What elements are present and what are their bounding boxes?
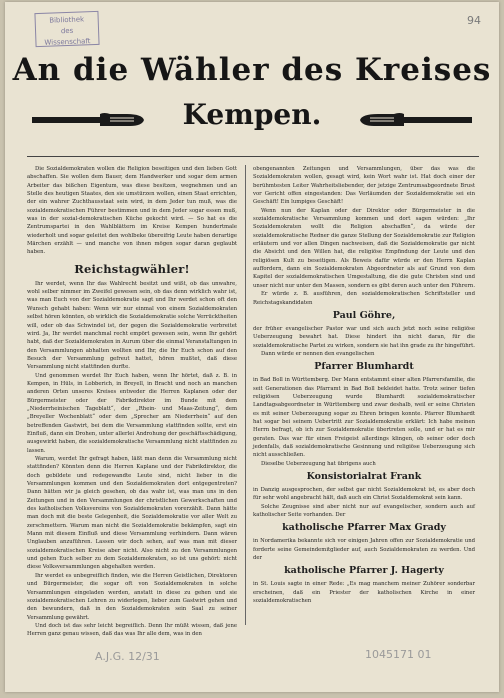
person-name-hagerty: katholische Pfarrer J. Hagerty — [284, 565, 444, 577]
document-sheet — [5, 2, 499, 692]
handwritten-number: 94 — [467, 14, 481, 27]
header-divider — [27, 156, 479, 157]
right-paragraph: in Bad Boll in Württemberg. Der Mann entstammt einer alten Pfarrersfamilie, die seit Generationen das Pfarramt in Bad Boll bekleidet hatte. Trotz seiner tiefen religiösen Ueberzeugung wurde Blumhardt sozialdemokratischer Landtagsabgeordneter in Württemberg und zwar deshalb, weil er seine Christen es mit seiner Ueberzeugung sogar zu Ehren bringen konnte. Pfarrer Blumhardt hat sogar bei seinem Uebertritt zur Sozialdemokratie erklärt: Ich habe meinen Herrn befragt, ob ich zur Sozialdemokratie übertreten solle, und er hat es mir geraten. Das war für einen Freigeist allerdings klingen, ob seiner oder doch jedenfalls, daß sozialdemokratische Gesinnung und religiöse Ueberzeugung sich nicht ausschließen. — [253, 377, 475, 459]
column-divider — [245, 165, 246, 625]
right-paragraph: in St. Louis sagte in einer Rede: „Es mag manchem meiner Zuhörer sonderbar erscheinen, daß ein Priester der katholischen Kirche in einer sozialdemokratischen — [253, 581, 475, 605]
left-column — [27, 165, 237, 639]
person-name-blumhardt: Pfarrer Blumhardt — [314, 361, 414, 373]
subtitle-row — [5, 98, 499, 142]
section-heading: Reichstagwähler! — [74, 261, 190, 276]
left-paragraph: Warum, werdet Ihr gefragt haben, läßt man denn die Versammlung nicht stattfinden? Könnten denn die Herren Kaplane und der Fabrikdirektor, die doch gebildete und redegewandte Leute sind, nicht lieber in die Versammlungen kommen und den Sozialdemokraten dort entgegentreten? Dann hätten wir ja gleich gesehen, ob das wahr ist, was man uns in den Zeitungen und in den Versammlungen der christlichen Gewerkschaften und des katholischen Volksvereins von Sozialdemokraten vorerzählt. Dann hätte man doch mit die beste Gelegenheit, die Sozialdemokratie vor aller Welt zu zerschmettern. Warum man nicht die Sozialdemokratie bekämpfen, sagt ein Mann mit diesem Einfluß und diese Versammlung verhindern. Dann wären Unglauben anzuführen. Lassen wir doch sehen, auf was man mit dieser sozialdemokratischen Kreise aber nicht. Also nicht zu den Versammlungen und gehen Euch selber zu dem Sozialdemokraten, so ist uns gehört: nicht diese Volksversammlungen abgehalten werden. — [27, 456, 237, 571]
right-paragraph: der früher evangelischer Pastor war und sich auch jetzt noch seine religiöse Ueberzeugung bewahrt hat. Diese hindert ihn nicht daran, für die sozialdemokratische Partei zu wirken, sondern sie hat ihn grade zu ihr hingeführt. — [253, 325, 475, 349]
bottom-margin — [5, 644, 499, 684]
right-column — [253, 165, 475, 605]
right-paragraph: Er würde z. B. ausführen, den sozialdemokratischen Schriftsteller und Reichstagskandidaten — [253, 291, 475, 306]
stamp-line2: des — [60, 26, 74, 36]
left-paragraph: Ihr werdet, wenn Ihr das Wahlrecht besitzt und wißt, ob das unwahre, wohl selber nimmer im Zweifel gewesen sein, ob das denn wirklich wahr ist, was man Euch von der Sozialdemokratie sagt und Ihr werdet schon oft den Wunsch gehabt haben: Wenn wir nur einmal von einem Sozialdemokraten selbst hören könnten, ob wirklich die Sozialdemokratie solche Verrücktheiten will, oder ob das Schwindel ist, der gegen die Sozialdemokratie verbreitet wird. Ja, Ihr werdet manchmal recht empört gewesen sein, wenn Ihr gehört habt, daß der Sozialdemokraten in Aurum über die einmal Veranstaltungen in den Versammlungen abhalten wollten und Ihr, die Ihr Euch schon auf den Besuch der Versammlung gefreut hattet, hören mußtet, daß diese Versammlung nicht stattfinden durfte. — [27, 280, 237, 371]
stamp-line1: Bibliothek — [49, 15, 85, 25]
right-paragraph: Dann würde er nennen den evangelischen — [261, 350, 375, 357]
page-title: An die Wähler des Kreises — [12, 52, 492, 88]
pointing-hand-left-icon — [354, 110, 474, 130]
person-name-frank: Konsistorialrat Frank — [306, 471, 422, 482]
stamp-line3: Wissenschaft — [44, 37, 91, 47]
library-stamp — [34, 11, 99, 47]
left-paragraph: Die Sozialdemokraten wollen die Religion beseitigen und den lieben Gott abschaffen. Sie wollen dem Bauer, dem Handwerker und sogar dem armen Arbeiter das bißchen Eigentum, was diese besitzen, wegnehmen und an Stelle des heutigen Staates, den sie umstürzen wollen, einen Staat errichten, der ein wahrer Zuchthausstaat sein wird, in dem Jeder tun muß, was die sozialdemokratischen Führer bestimmen und in dem Jeder sogar essen muß, was in der sozial-demokratischen Küche gekocht wird. — So hat es die Zentrumspartei in den Wahlblättern im Kreise Kempen hundertmale wiederholt und sogar geleitet den wohlbeke übereifrig Leute haben derartige Märchen erzählt — und manche von ihnen mögen sogar daran geglaubt haben. — [27, 166, 237, 256]
left-paragraph: Und genommen werdet Ihr Euch haben, wenn Ihr hörtet, daß z. B. in Kempen, in Hüls, in Lobberich, in Breyell, in Bracht und noch an manchen anderen Orten unseres Kreises entweder die Herren Kaplanen oder der Bürgermeister oder der Fabrikdirektor im Bunde mit dem „Niederrheinischen Tageblatt“, der „Rhein- und Maas-Zeitung“, dem „Breyeller Wochenblatt“ oder dem „Sprecher am Niederrhein“ auf den betreffenden Gastwirt, bei dem die Versammlung stattfinden sollte, erst ein Einfluß, dann ein Drohen, unter allerlei Androhung der geschäftsschädigung, ausgewirkt haben, die sozialdemokratische Versammlung nicht stattfinden zu lassen. — [27, 372, 237, 454]
right-paragraph: Dieselbe Ueberzeugung hat übrigens auch — [261, 460, 376, 467]
page-subtitle: Kempen. — [182, 98, 322, 131]
person-name-grady: katholische Pfarrer Max Grady — [282, 522, 446, 534]
right-paragraph: Wenn nun der Kaplan oder der Direktor oder Bürgermeister in die sozialdemokratische Versammlung kommen und dort sagen würden: „Ihr Sozialdemokraten wollt die Religion abschaffen“, da würde der sozialdemokratische Redner die ganze Stellung der Sozialdemokratie zur Religion erläutern und vor allen Dingen nachweisen, daß die Sozialdemokratie gar nicht die Absicht und den Willen hat, die religiöse Empfindung der Leute und den religiösen Kult zu beseitigen. Als Beweis dafür würde er den Herrn Kaplan auffordern, dann ein Sozialdemokraten Abgeordneter als auf Grund von dem Kapitel der sozialdemokratischen Umgestaltung, die die gute Christen sind und unser nicht nur unter den Massen, sondern es gibt deren auch unter den Führern. — [253, 207, 476, 289]
pencil-note-right: 1045171 01 — [365, 648, 432, 661]
person-name-goehre: Paul Göhre, — [332, 309, 396, 321]
pencil-note-left: A.J.G. 12/31 — [95, 650, 160, 663]
left-paragraph: Ihr werdet es unbegreiflich finden, wie die Herren Geistlichen, Direktoren und Bürgermeister, die sogar oft von Sozialdemokraten in solche Versammlungen eingeladen werden, anstatt in diese zu gehen und sie sozialdemokratischen Lehren zu widerlegen, lieber zum Gastwirt gehen und den bewundern, daß in den Sozialdemokraten sein Saal zu seiner Versammlung gewährt. — [27, 572, 237, 621]
left-paragraph: Und doch ist das sehr leicht begreiflich. Denn Ihr müßt wissen, daß jene Herren ganz genau wissen, daß das was Ihr alle dem, was in den — [27, 622, 237, 638]
right-paragraph: Solche Zeugnisse sind aber nicht nur auf evangelischer, sondern auch auf katholischer Seite vorhanden. Der — [253, 503, 475, 519]
right-paragraph: in Nordamerika bekannte sich vor einigen Jahren offen zur Sozialdemokratie und forderte seine Gemeindemitglieder auf, auch Sozialdemokraten zu werden. Und der — [253, 538, 475, 562]
right-paragraph: in Danzig ausgesprochen, der selbst gar nicht Sozialdemokrat ist, es aber doch für sehr wohl angebracht hält, daß auch ein Christ Sozialdemokrat sein kann. — [253, 487, 475, 502]
right-paragraph: obengenannten Zeitungen und Versammlungen, über das was die Sozialdemokraten wollen, gesagt wird, kein Wort wahr ist. Hat doch einer der berühmtesten Leiter Wahrheitsliebender, der jetzige Zentrumsabgeordnete Brust vor Gericht offen eingestanden: Das Verläumden der Sozialdemokratie sei ein Geschäft! Ein lumpiges Geschäft! — [253, 166, 475, 206]
